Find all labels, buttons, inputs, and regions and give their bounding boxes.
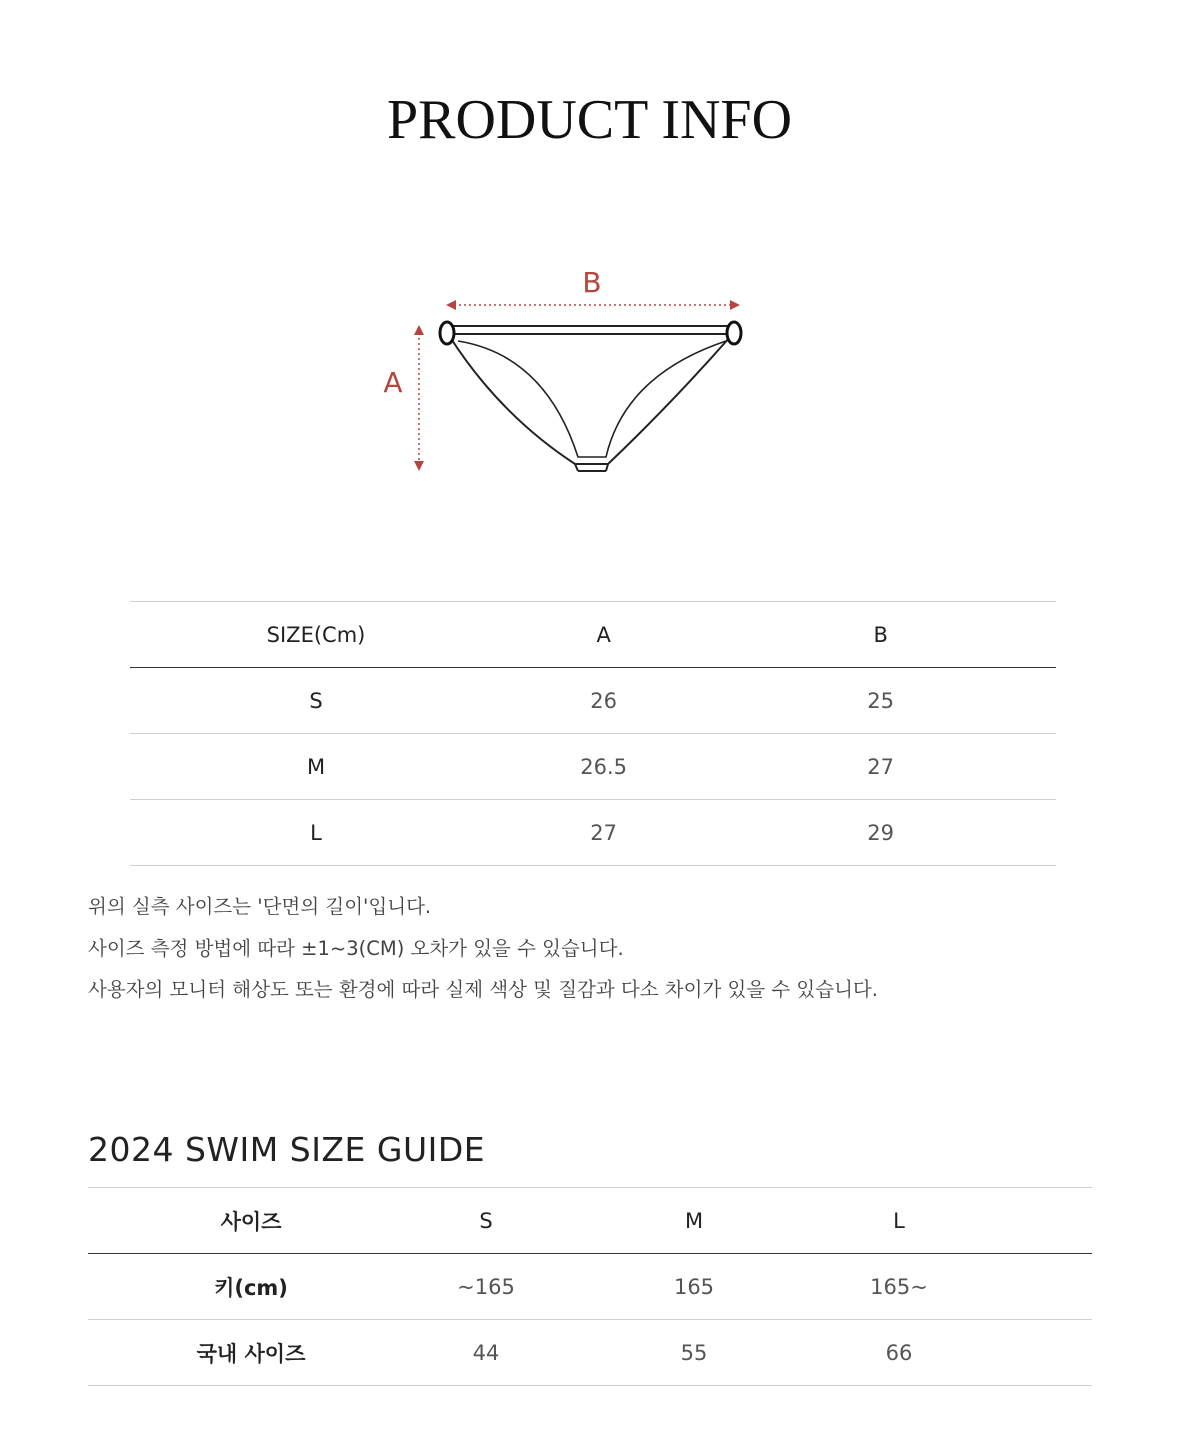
measurement-table-header xyxy=(130,602,1056,668)
note-line: 사이즈 측정 방법에 따라 ±1~3(CM) 오차가 있을 수 있습니다. xyxy=(88,936,624,960)
spacer-cell xyxy=(968,1254,1092,1320)
header-spacer xyxy=(968,1188,1092,1254)
header-b: B xyxy=(873,622,888,647)
arrow-down xyxy=(414,461,424,471)
header-m: M xyxy=(684,1208,704,1233)
header-a: A xyxy=(596,622,611,647)
size-cell: M xyxy=(306,754,326,779)
s-cell: ~165 xyxy=(457,1274,515,1299)
label-b: B xyxy=(582,266,602,299)
page-title: PRODUCT INFO xyxy=(386,89,793,151)
header-size: SIZE(Cm) xyxy=(266,622,366,647)
spacer-cell xyxy=(968,1320,1092,1386)
size-cell: L xyxy=(310,820,322,845)
b-cell: 25 xyxy=(867,688,895,713)
row-label: 키(cm) xyxy=(214,1275,288,1300)
table-row xyxy=(88,1254,1092,1320)
size-notes xyxy=(88,893,878,1018)
m-cell: 165 xyxy=(673,1274,715,1299)
s-cell: 44 xyxy=(472,1340,500,1365)
arrow-up xyxy=(414,325,424,335)
a-cell: 27 xyxy=(590,820,618,845)
header-size-label: 사이즈 xyxy=(220,1209,282,1234)
size-guide-header xyxy=(88,1188,1092,1254)
measurement-table xyxy=(130,601,1056,866)
a-cell: 26.5 xyxy=(580,754,628,779)
table-row xyxy=(130,668,1056,734)
arrow-right xyxy=(730,300,740,310)
label-a: A xyxy=(383,366,403,399)
l-cell: 66 xyxy=(885,1340,913,1365)
bikini-bottom-diagram xyxy=(370,255,770,495)
b-cell: 27 xyxy=(867,754,895,779)
a-cell: 26 xyxy=(590,688,618,713)
table-row xyxy=(130,800,1056,866)
arrow-left xyxy=(446,300,456,310)
ring-right xyxy=(727,322,741,344)
garment-outline xyxy=(450,326,732,471)
l-cell: 165~ xyxy=(870,1274,928,1299)
note-line: 위의 실측 사이즈는 '단면의 길이'입니다. xyxy=(88,895,432,918)
ring-left xyxy=(440,322,454,344)
note-line: 사용자의 모니터 해상도 또는 환경에 따라 실제 색상 및 질감과 다소 차이가 있을 수 있습니다. xyxy=(88,978,878,1001)
size-guide-table xyxy=(88,1187,1092,1386)
table-row xyxy=(88,1320,1092,1386)
header-s: S xyxy=(479,1208,493,1233)
size-cell: S xyxy=(309,688,323,713)
m-cell: 55 xyxy=(680,1340,708,1365)
size-guide-title: 2024 SWIM SIZE GUIDE xyxy=(88,1130,486,1169)
table-row xyxy=(130,734,1056,800)
row-label: 국내 사이즈 xyxy=(196,1341,306,1366)
b-cell: 29 xyxy=(867,820,895,845)
header-l: L xyxy=(893,1208,905,1233)
